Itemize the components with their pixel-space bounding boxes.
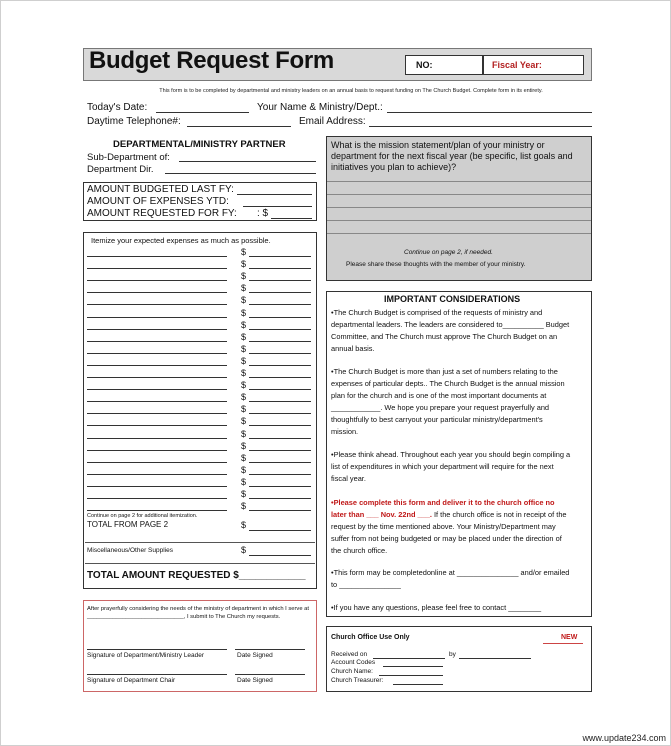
consideration-6: •If you have any questions, please feel free to contact ________ — [331, 603, 542, 612]
expense-description-field[interactable] — [87, 510, 227, 511]
church-treasurer-field[interactable] — [393, 684, 443, 685]
expense-description-field[interactable] — [87, 317, 227, 318]
expense-dollar-sign: $ — [241, 320, 247, 330]
received-by-label: by — [449, 651, 456, 658]
expense-dollar-sign: $ — [241, 429, 247, 439]
expense-description-field[interactable] — [87, 292, 227, 293]
expense-amount-field[interactable] — [249, 498, 311, 499]
divider — [85, 542, 315, 543]
expense-amount-field[interactable] — [249, 365, 311, 366]
misc-supplies-field[interactable] — [249, 555, 311, 556]
received-by-field[interactable] — [459, 658, 531, 659]
form-intro: This form is to be completed by departmental and ministry leaders on an annual basis to request funding on The Church Budget. Complete form in its entirety. — [159, 88, 543, 94]
department-dir-label: Department Dir. — [87, 164, 154, 175]
received-on-field[interactable] — [373, 658, 445, 659]
expense-amount-field[interactable] — [249, 450, 311, 451]
deadline-rest-text: If the church office is not in receipt of the request by the time mentioned above. Your Ministry/Department may suffer from not being budgeted or may be placed under the direction of the church office. — [331, 510, 567, 555]
signoff-statement: After prayerfully considering the needs of the ministry of department in which I serve at ______________________________, I submit to The Church my requests. — [87, 606, 309, 620]
expense-description-field[interactable] — [87, 450, 227, 451]
amount-requested-label: AMOUNT REQUESTED FOR FY: — [87, 208, 237, 219]
expense-dollar-sign: $ — [241, 501, 247, 511]
sig-chair-line[interactable] — [87, 674, 227, 675]
mission-line — [327, 181, 591, 182]
date-signed-label-2: Date Signed — [237, 677, 273, 684]
expense-dollar-sign: $ — [241, 283, 247, 293]
expense-description-field[interactable] — [87, 280, 227, 281]
expense-dollar-sign: $ — [241, 368, 247, 378]
expense-description-field[interactable] — [87, 413, 227, 414]
expense-dollar-sign: $ — [241, 308, 247, 318]
expense-description-field[interactable] — [87, 353, 227, 354]
mission-question: What is the mission statement/plan of your ministry or department for the next fiscal year (be specific, list goals and initiatives you plan to achieve)? — [331, 140, 573, 172]
expense-amount-field[interactable] — [249, 292, 311, 293]
expense-description-field[interactable] — [87, 498, 227, 499]
expense-description-field[interactable] — [87, 438, 227, 439]
email-field[interactable] — [369, 126, 592, 127]
todays-date-label: Today's Date: — [87, 102, 148, 113]
expense-amount-field[interactable] — [249, 486, 311, 487]
expense-description-field[interactable] — [87, 486, 227, 487]
sig-leader-label: Signature of Department/Ministry Leader — [87, 652, 205, 659]
amount-requested-dollar: : $ — [257, 208, 269, 219]
account-codes-field[interactable] — [383, 666, 443, 667]
expense-amount-field[interactable] — [249, 329, 311, 330]
mission-continue-note: Continue on page 2, if needed. — [404, 249, 493, 256]
expense-amount-field[interactable] — [249, 317, 311, 318]
fiscal-year-field[interactable]: Fiscal Year: — [483, 55, 584, 75]
expense-amount-field[interactable] — [249, 401, 311, 402]
account-codes-label: Account Codes — [331, 659, 376, 666]
expenses-ytd-field[interactable] — [243, 206, 312, 207]
expense-description-field[interactable] — [87, 401, 227, 402]
misc-supplies-dollar: $ — [241, 545, 247, 555]
mission-share-note: Please share these thoughts with the member of your ministry. — [346, 261, 526, 268]
consideration-4 — [331, 497, 571, 557]
received-on-label: Received on — [331, 651, 368, 658]
expense-description-field[interactable] — [87, 462, 227, 463]
church-name-field[interactable] — [379, 675, 443, 676]
expense-amount-field[interactable] — [249, 389, 311, 390]
form-title: Budget Request Form — [89, 47, 334, 74]
new-badge: NEW — [561, 634, 578, 641]
expense-amount-field[interactable] — [249, 438, 311, 439]
email-label: Email Address: — [299, 116, 366, 127]
expense-dollar-sign: $ — [241, 465, 247, 475]
amount-budgeted-field[interactable] — [237, 194, 312, 195]
expense-amount-field[interactable] — [249, 256, 311, 257]
expense-description-field[interactable] — [87, 304, 227, 305]
expense-description-field[interactable] — [87, 341, 227, 342]
expense-description-field[interactable] — [87, 329, 227, 330]
sig-chair-label: Signature of Department Chair — [87, 677, 176, 684]
consideration-3: •Please think ahead. Throughout each year you should begin compiling a list of expenditures in which your department will require for the next fiscal year. — [331, 450, 571, 483]
sub-department-field[interactable] — [179, 161, 316, 162]
expense-dollar-sign: $ — [241, 404, 247, 414]
consideration-2: •The Church Budget is more than just a set of numbers relating to the expenses of particular depts.. The Church Budget is the annual mission plan for the church and is one of the most important documents at ____________. We hope you prepare your request prayerfully and thoughtfully to best carryout your particular ministry/department's mission. — [331, 367, 565, 436]
expense-description-field[interactable] — [87, 425, 227, 426]
department-dir-field[interactable] — [165, 173, 316, 174]
expense-description-field[interactable] — [87, 474, 227, 475]
name-ministry-label: Your Name & Ministry/Dept.: — [257, 102, 383, 113]
misc-supplies-label: Miscellaneous/Other Supplies — [87, 547, 173, 554]
date-signed-line-2[interactable] — [235, 674, 305, 675]
expense-dollar-sign: $ — [241, 247, 247, 257]
name-ministry-field[interactable] — [387, 112, 592, 113]
mission-line — [327, 207, 591, 208]
total-page2-field[interactable] — [249, 530, 311, 531]
date-signed-label-1: Date Signed — [237, 652, 273, 659]
expense-amount-field[interactable] — [249, 280, 311, 281]
expense-amount-field[interactable] — [249, 341, 311, 342]
expense-dollar-sign: $ — [241, 416, 247, 426]
daytime-phone-field[interactable] — [187, 126, 291, 127]
expense-description-field[interactable] — [87, 377, 227, 378]
sub-department-label: Sub-Department of: — [87, 152, 170, 163]
expense-dollar-sign: $ — [241, 271, 247, 281]
expense-amount-field[interactable] — [249, 462, 311, 463]
divider — [85, 563, 315, 564]
total-page2-label: TOTAL FROM PAGE 2 — [87, 520, 169, 529]
form-number-field[interactable]: NO: — [405, 55, 483, 75]
expense-dollar-sign: $ — [241, 295, 247, 305]
amount-budgeted-label: AMOUNT BUDGETED LAST FY: — [87, 184, 234, 195]
consideration-5: •This form may be completedonline at _______________ and/or emailed to _______________ — [331, 568, 570, 589]
expense-amount-field[interactable] — [249, 413, 311, 414]
expense-dollar-sign: $ — [241, 356, 247, 366]
todays-date-field[interactable] — [156, 112, 249, 113]
church-treasurer-label: Church Treasurer: — [331, 677, 384, 684]
consideration-1: •The Church Budget is comprised of the requests of ministry and departmental leaders. The leaders are considered to__________ Budget Committee, and The Church must approve The Church Budget on an annual basis. — [331, 308, 570, 353]
expense-dollar-sign: $ — [241, 259, 247, 269]
expense-amount-field[interactable] — [249, 377, 311, 378]
expense-dollar-sign: $ — [241, 441, 247, 451]
expense-dollar-sign: $ — [241, 489, 247, 499]
itemize-continue-note: Continue on page 2 for additional itemization. — [87, 513, 198, 519]
sig-leader-line[interactable] — [87, 649, 227, 650]
deadline-text: •Please complete this form and deliver it to the church office no later than ___ Nov. 22nd ___. — [331, 498, 555, 519]
expense-description-field[interactable] — [87, 268, 227, 269]
expense-description-field[interactable] — [87, 365, 227, 366]
expense-amount-field[interactable] — [249, 474, 311, 475]
amount-requested-field[interactable] — [271, 218, 312, 219]
daytime-phone-label: Daytime Telephone#: — [87, 116, 181, 127]
total-page2-dollar: $ — [241, 520, 247, 530]
church-name-label: Church Name: — [331, 668, 373, 675]
date-signed-line-1[interactable] — [235, 649, 305, 650]
expense-description-field[interactable] — [87, 389, 227, 390]
expense-dollar-sign: $ — [241, 477, 247, 487]
expense-description-field[interactable] — [87, 256, 227, 257]
expense-dollar-sign: $ — [241, 380, 247, 390]
expense-amount-field[interactable] — [249, 304, 311, 305]
expense-dollar-sign: $ — [241, 392, 247, 402]
considerations-heading: IMPORTANT CONSIDERATIONS — [384, 294, 521, 304]
expense-dollar-sign: $ — [241, 332, 247, 342]
total-requested-label: TOTAL AMOUNT REQUESTED $____________ — [87, 570, 306, 581]
expense-amount-field[interactable] — [249, 268, 311, 269]
office-use-heading: Church Office Use Only — [331, 634, 410, 641]
partner-heading: DEPARTMENTAL/MINISTRY PARTNER — [113, 139, 286, 150]
itemize-heading: Itemize your expected expenses as much as possible. — [91, 236, 271, 245]
expenses-ytd-label: AMOUNT OF EXPENSES YTD: — [87, 196, 229, 207]
expense-dollar-sign: $ — [241, 344, 247, 354]
expense-amount-field[interactable] — [249, 425, 311, 426]
expense-amount-field[interactable] — [249, 353, 311, 354]
expense-dollar-sign: $ — [241, 453, 247, 463]
mission-line — [327, 220, 591, 221]
new-line — [543, 643, 583, 644]
mission-line — [327, 194, 591, 195]
itemize-box — [83, 232, 317, 589]
expense-amount-field[interactable] — [249, 510, 311, 511]
mission-line — [327, 233, 591, 234]
watermark: www.update234.com — [582, 733, 666, 743]
